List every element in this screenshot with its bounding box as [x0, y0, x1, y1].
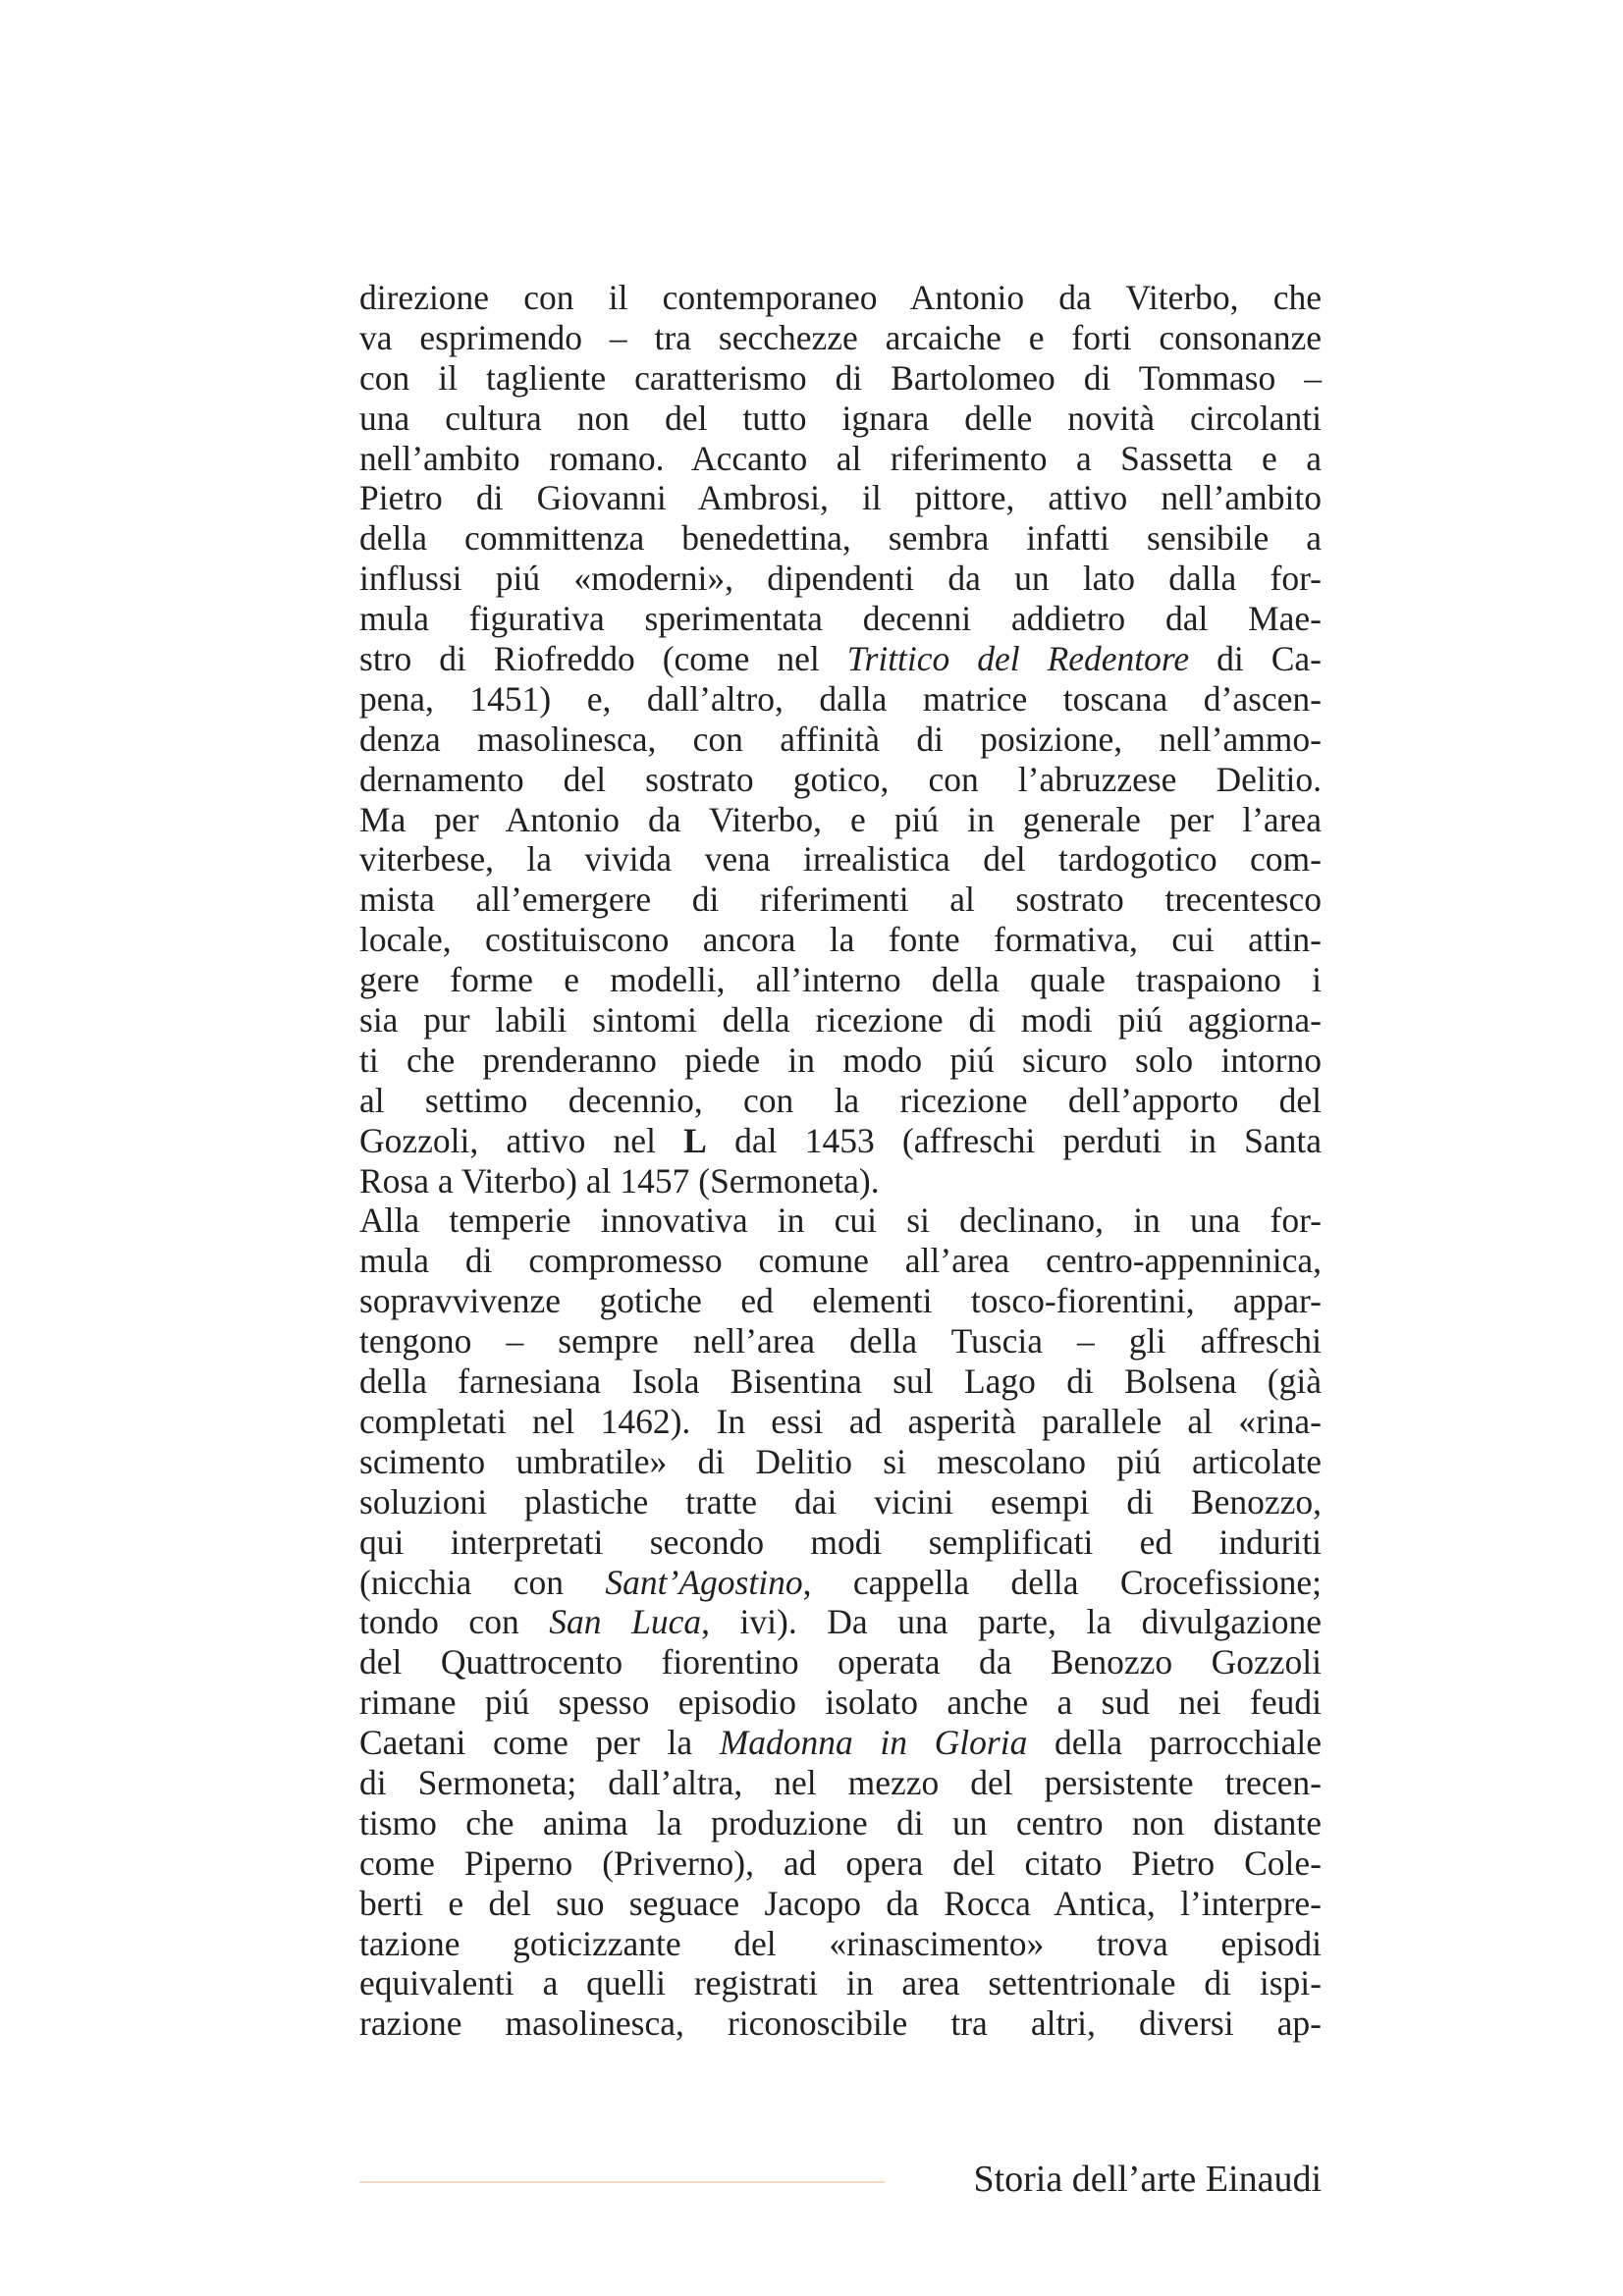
text-line: [359, 1402, 1322, 1442]
text-segment: tondo con: [359, 1602, 550, 1642]
text-segment: tengono – sempre nell’area della Tuscia – gli affreschi: [359, 1321, 1322, 1362]
text-segment: (nicchia con: [359, 1562, 606, 1602]
text-line: [359, 720, 1322, 760]
text-segment: Gozzoli, attivo nel: [359, 1120, 684, 1160]
text-segment: con il tagliente caratterismo di Bartolomeo di Tommaso –: [359, 357, 1322, 398]
text-line: [359, 478, 1322, 518]
text-segment: berti e del suo seguace Jacopo da Rocca Antica, l’interpre-: [359, 1883, 1322, 1923]
text-segment: denza masolinesca, con affinità di posizione, nell’ammo-: [359, 719, 1322, 759]
text-line: [359, 1442, 1322, 1482]
text-line: [359, 1723, 1322, 1763]
text-segment: equivalenti a quelli registrati in area settentrionale di ispi-: [359, 1963, 1322, 2003]
text-line: [359, 1321, 1322, 1362]
text-line: [359, 880, 1322, 920]
text-line: [359, 278, 1322, 318]
text-line: [359, 399, 1322, 439]
text-segment: stro di Riofreddo (come nel: [359, 639, 847, 679]
text-line: [359, 1161, 1322, 1201]
text-segment: sopravvivenze gotiche ed elementi tosco-fiorentini, appar-: [359, 1281, 1322, 1321]
text-line: [359, 439, 1322, 479]
text-line: [359, 679, 1322, 720]
italic-title: Trittico del Redentore: [846, 639, 1190, 679]
text-segment: dernamento del sostrato gotico, con l’abruzzese Delitio.: [359, 759, 1322, 799]
text-line: [359, 1924, 1322, 1964]
text-segment: va esprimendo – tra secchezze arcaiche e forti consonanze: [359, 317, 1322, 357]
text-segment: mista all’emergere di riferimenti al sostrato trecentesco: [359, 880, 1322, 920]
text-segment: viterbese, la vivida vena irrealistica del tardogotico com-: [359, 839, 1322, 880]
text-line: [359, 1241, 1322, 1281]
text-line: [359, 1081, 1322, 1121]
text-segment: rimane piú spesso episodio isolato anche a sud nei feudi: [359, 1682, 1322, 1723]
text-line: [359, 839, 1322, 880]
text-segment: , ivi). Da una parte, la divulgazione: [701, 1602, 1323, 1642]
text-line: [359, 1121, 1322, 1161]
text-line: [359, 358, 1322, 399]
text-segment: scimento umbratile» di Delitio si mescolano piú articolate: [359, 1441, 1322, 1481]
italic-title: Sant’Agostino: [605, 1562, 803, 1602]
text-segment: completati nel 1462). In essi ad asperità parallele al «rina-: [359, 1401, 1322, 1441]
text-line: [359, 1884, 1322, 1924]
text-segment: di Sermoneta; dall’altra, nel mezzo del persistente trecen-: [359, 1762, 1322, 1802]
text-segment: sia pur labili sintomi della ricezione di modi piú aggiorna-: [359, 1000, 1322, 1041]
text-segment: , cappella della Crocefissione;: [802, 1562, 1322, 1602]
italic-title: Madonna in Gloria: [719, 1723, 1028, 1763]
text-line: [359, 599, 1322, 639]
text-line: [359, 1000, 1322, 1041]
text-line: [359, 1803, 1322, 1843]
text-line: [359, 960, 1322, 1000]
text-segment: influssi piú «moderni», dipendenti da un lato dalla for-: [359, 559, 1322, 599]
text-line: [359, 1843, 1322, 1884]
bold-abbreviation: L: [683, 1120, 707, 1160]
text-segment: mula di compromesso comune all’area centro-appenninica,: [359, 1241, 1322, 1281]
text-segment: soluzioni plastiche tratte dai vicini esempi di Benozzo,: [359, 1481, 1322, 1522]
text-segment: Caetani come per la: [359, 1723, 720, 1763]
text-segment: della committenza benedettina, sembra infatti sensibile a: [359, 518, 1322, 559]
italic-title: San Luca: [549, 1602, 702, 1642]
body-text: [359, 278, 1322, 2044]
text-segment: Alla temperie innovativa in cui si declinano, in una for-: [359, 1201, 1322, 1241]
text-line: [359, 2003, 1322, 2044]
text-line: [359, 1281, 1322, 1321]
text-line: [359, 559, 1322, 599]
text-segment: locale, costituiscono ancora la fonte formativa, cui attin-: [359, 920, 1322, 960]
text-segment: Ma per Antonio da Viterbo, e piú in generale per l’area: [359, 799, 1322, 839]
text-line: [359, 1963, 1322, 2003]
text-line: [359, 1041, 1322, 1081]
text-segment: della farnesiana Isola Bisentina sul Lago di Bolsena (già: [359, 1362, 1322, 1402]
text-line: [359, 639, 1322, 679]
text-segment: al settimo decennio, con la ricezione dell’apporto del: [359, 1080, 1322, 1120]
text-segment: ti che prenderanno piede in modo piú sicuro solo intorno: [359, 1040, 1322, 1080]
text-line: [359, 760, 1322, 800]
text-line: [359, 1482, 1322, 1522]
text-line: [359, 1642, 1322, 1682]
text-segment: tazione goticizzante del «rinascimento» trova episodi: [359, 1923, 1322, 1963]
text-segment: del Quattrocento fiorentino operata da Benozzo Gozzoli: [359, 1642, 1322, 1682]
text-line: [359, 1563, 1322, 1603]
text-line: [359, 1763, 1322, 1803]
text-segment: qui interpretati secondo modi semplificati ed induriti: [359, 1522, 1322, 1562]
text-segment: tismo che anima la produzione di un centro non distante: [359, 1802, 1322, 1842]
text-segment: Pietro di Giovanni Ambrosi, il pittore, attivo nell’ambito: [359, 478, 1322, 518]
footer-rule: [359, 2181, 885, 2183]
text-segment: Rosa a Viterbo) al 1457 (Sermoneta).: [359, 1160, 880, 1201]
text-line: [359, 800, 1322, 840]
text-segment: di Ca-: [1189, 639, 1323, 679]
text-segment: dal 1453 (affreschi perduti in Santa: [706, 1120, 1322, 1160]
text-segment: come Piperno (Priverno), ad opera del citato Pietro Cole-: [359, 1842, 1322, 1883]
text-segment: nell’ambito romano. Accanto al riferimento a Sassetta e a: [359, 438, 1322, 478]
text-line: [359, 1682, 1322, 1723]
text-line: [359, 518, 1322, 559]
text-segment: direzione con il contemporaneo Antonio da Viterbo, che: [359, 278, 1322, 317]
text-segment: gere forme e modelli, all’interno della quale traspaiono i: [359, 960, 1322, 1000]
footer-title: Storia dell’arte Einaudi: [973, 2159, 1322, 2200]
text-segment: razione masolinesca, riconoscibile tra altri, diversi ap-: [359, 2003, 1322, 2044]
text-line: [359, 1602, 1322, 1642]
footer: [359, 2158, 1322, 2201]
text-segment: della parrocchiale: [1027, 1723, 1322, 1763]
text-line: [359, 1362, 1322, 1402]
text-segment: una cultura non del tutto ignara delle novità circolanti: [359, 398, 1322, 438]
text-line: [359, 1522, 1322, 1563]
text-segment: pena, 1451) e, dall’altro, dalla matrice toscana d’ascen-: [359, 678, 1322, 719]
text-segment: mula figurativa sperimentata decenni addietro dal Mae-: [359, 599, 1322, 639]
text-line: [359, 318, 1322, 358]
text-line: [359, 920, 1322, 960]
text-line: [359, 1201, 1322, 1241]
